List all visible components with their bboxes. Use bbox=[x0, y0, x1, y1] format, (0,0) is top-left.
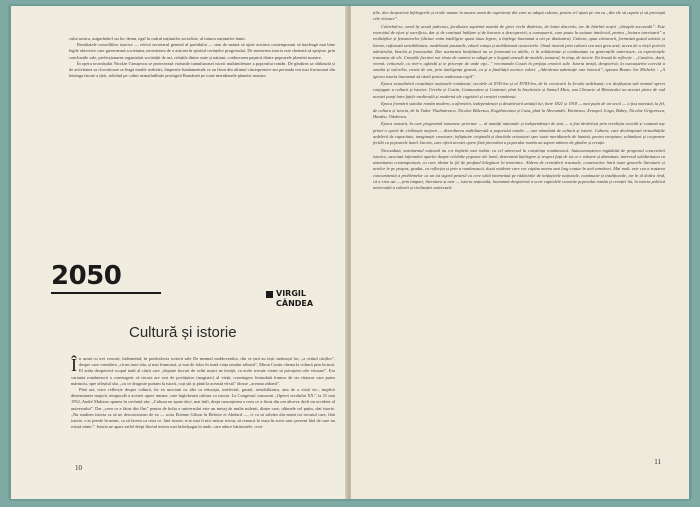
paragraph: În opera tovarășului Nicolae Ceaușescu se proiectează viziunile tumultuoasei istorii multimilenare a poporului român. De gîndirea sa chibzuită și de activitatea sa clocotitoare se leagă marile realizări, limpezite fundamentale ce au făcut din ultimul cincisprezece ani perioada cea mai fructuoasă din întreaga istorie a țării, ridicînd pe culmi nemaiîntîlnite prestigiul României pe toate meridianele planetei noastre. bbox=[69, 60, 335, 79]
paragraph: Epoca noastră, în care programul romanesc prioritar — al unității naționale și independenței de stat — a fost desăvîrșit prin revoluția socială și comună așe printr-o operă de civilizație majoră — dezvoltarea multilaterală a poporului român — este stimulată de cultură și istorie. Cultura, care declanșează virtualitățile ardelerii de capacitate, imaginație creatoare, înfăptuire originală și deschide orizonturi spre toate meridianele de lumină, pentru receptare, schimburi și cooperare fertilă cu popoarele lumii. Istoria, care oferă acestei opere fără precedent a poporului român un suport mînear de gîndire și creație. bbox=[373, 121, 665, 146]
paragraph: În urmă cu trei veacuri, îndemnînd, în predoslovia scrierii sale De neamul moldovenilor, din ce țară au ieșit strămoșii lor, „a cetitul cărților”, despre care considera „că nu iaste alta, și mai frumoasă, și mai de folos în toată viața omului zăbavă”, Miron Costin chema la cultură prin lectură. El arăta deopotrivă scopul inalt al cărții care „departe lucruri de ochii noștri ne învăță, cu acele trecute vremi să pricepem cele viitoare”. Era varianta românească a convingerii că istoria are rost de povățuitor (magister) al vieții, convingere formulată frumos de un cărturar care putea mărturisi, spre sfîrșitul său, „cu ce dragoste purtam la istorii, cuți știi și până la această vîrstă” făcuse „aceasta zăbavă”. bbox=[71, 355, 335, 386]
left-page bbox=[11, 6, 349, 499]
section-rule bbox=[51, 292, 161, 294]
paragraph: Rezultatele concelliilor istorice — relevă secretarul general al partidului — stau de natură să ajute oricărui contemporani să înțeleagă mai bine legile obiective care guvernează societatea, necesitatea de a acționa în spiritul cerințelor progresului. De asemenea istoria este chemată să sprijine, prin concluziile sale, perfecționarea organizării societății de azi, relațiile dintre state și națiuni, conlucrarea pașnică dintre popoarele planetei noastre. bbox=[69, 42, 335, 60]
paragraph: țiile, dar deopotrivă înfrîngerile și eroile umane în marea urmă de experiențe din care se adapă cultura, pentru a-l ajuta pe om ca „din ele să capete și să priceapă cele viitoare”. bbox=[373, 10, 665, 22]
paragraph: Epoca actualizării conștiinței naționale românești, secolele al XVII-lea și al XVIII-lea, de la cronicarii la Școala ardeleană, s-a desfășurat sub semnul operei conjugate a culturii și istoriei. Ureche și Costin, Cantacuzino și Cantemir, pînă la Inochentie și Samuil Micu, sau Chesarie al Rîmnicului au acestei pietre de vad acestei punți între fațele medievală și modernă ale cugetării și creației românești. bbox=[373, 81, 665, 99]
right-page bbox=[351, 6, 689, 499]
paragraph: Nicioadată, sentimentul național nu s-a împletit mai rodnic cu cel universal în conștiința românească. Autocunoașterea ingăduită de progresul concertării istorice, asociată informării aparite despre celelalte popoare ale lumii, determină înțelegere și respect față de tot ce e valoare și demnitate, interesul solidaritatea cu umanitatea contemporană, cu care ideam la fel de profund înlegături la temeinice. Aldeva de crestiderii tractuale, constructive întră toate genurile literaturii și artelor le pe propus, gradat, ca reflecția și prin a românească, două evidente care vor căpăta mereu mai larg contur în anii următori. Mai mult, este cea a tratarea concomitentă a problemelor ca un tot sigură pentrul ca cere solid intemeiată pe rădăcinile de inițiațivele naționale, continuate și tradiționale, iar în al doilea rînd, că a crea azi — prin timpuri, literatura și arte — istoria națională, înseamnă deopotrivă a scrie capitolele cuvenite poporului român și creației lui, în istoria politică universală a culturii și civilizației universale. bbox=[373, 147, 665, 190]
author-square-icon bbox=[266, 291, 273, 298]
left-top-text bbox=[69, 36, 335, 79]
author-name: VIRGIL CÂNDEA bbox=[276, 289, 314, 308]
paragraph: cului nostru, asigurîndu-l un loc demn, egal în cadrul națiunilor socialiste, al tuturor națiunilor lumii. bbox=[69, 36, 246, 41]
right-body-text bbox=[373, 10, 665, 193]
section-number-text: 2050 bbox=[51, 261, 122, 291]
section-number bbox=[51, 262, 161, 294]
paragraph: Pînă azi, orice reflecție despre cultură, fie ea asociată cu idei ca educația, intelectul, gustul, sensibilitatea, arta de a vieții etc., implică dimensiunea majoră, temporală a acestei opere umane, care înglobează cultura cu istoria. La Congresul consacrat „Operei secolului XX”, la 31 mai 1952, André Malraux spunea în cuvîntul său: „Cultura ne apare deci, mai întîi, drept cunoașterea a ceea ce a făcut din om altceva decît un accident al universului”. Dar „ceea ce a făcut din Om” pentru de bolta a universului este un mesaj de multe milenii, dintre care, ultimele cel puțin, sînt istorie. „Nu studiem istoria ca să ne deocotoroism de ea — scria Etienne Gilson în Heloise et Abelard —, ci ca să salvăm din neant tot trecutul care, fără istorie, s-ar pierde în neant, ca să facem ca ceea ce, fără istorie, n-ar mai fi nici măcar trecut, să renască la viața în acest unic prezent fără de care nu există nimic”. Istoria ne apare astfel drept fluviul mereu mai îmbelșugat în unde, care aduce bărăruirele, crea- bbox=[71, 387, 335, 430]
page-number-left: 10 bbox=[75, 464, 82, 472]
drop-cap: Î bbox=[71, 355, 77, 375]
left-body-text bbox=[71, 356, 335, 430]
paragraph: Cultivînd-se, omul își acută judecata, facultatea supremă numită de greci vechi diakrisis, de latini discretio, iar de bătrînii noștri „dreaptă socoteală”. Este exercițiul de efort și sacrificiu, dar și de continuă înălțare și de bucurie a descoperirii, a cunoașterii, care poate în acțiune inteleciul, pentru „lectura interioară” a realităților și fenomenelor (dicitur enim intelligere quasi intus legere, a înțelege înseamnă a citi pe dinăuntru). Cultura, spun cărturarii, formează gustul artistic și literar, rafinează sensibilitatea, modelează pasiunile, educă voința și mobilizează caracterele. Omul instruit prin cultură cea mai grea artă, aceea de a vieții potrivit adevărului, binelui și frumosului. Dar asemenea învățătură nu se formează ex nihilo, ci în solidaritate și continuitate cu generațiile anterioare, cu experiențele transmise de ele. Creațiile fiecărei noi vîrste de oameni se adapă pe o bogată urzeală de modele, tezaurul, în timp, de istorie. Ea învață în reflecție : „Caută-te, dară, vremii, cetitorule, cu intr-o oglindă și te priceepe de unde eșți...” recomanda Costin în prefața cronicii sale. Istoria inviță, deopotrivă, la cunoașterea corectă a omului și valorilor, create de om, prin inteligența geneză, ca și a finalității acestor calori. „Adevărata admirație este istorică”, spunea Renan. Iar Michelet : „A ignora istoria înseamnă să rămîi pentru totdeauna copil”. bbox=[373, 23, 665, 79]
paragraph: Epoca formării statului român modern, a afirmării, independenței și desăvîrșirii unității lui, între 1821 și 1918 — mai puțin de un secol — a fost marcată, la fel, de cultura și istoria, de la Tudor Vladimirescu, Nicolae Bălcescu, Kogălniceanu și Cuza, pînă la Alecsandri, Eminescu, Xenopol, Iorga, Babeș, Nicolae Grigorescu, Hasdeu, Odobescu. bbox=[373, 101, 665, 119]
book-spread bbox=[8, 4, 692, 501]
page-number-right: 11 bbox=[654, 458, 661, 466]
article-title: Cultură și istorie bbox=[129, 324, 237, 341]
